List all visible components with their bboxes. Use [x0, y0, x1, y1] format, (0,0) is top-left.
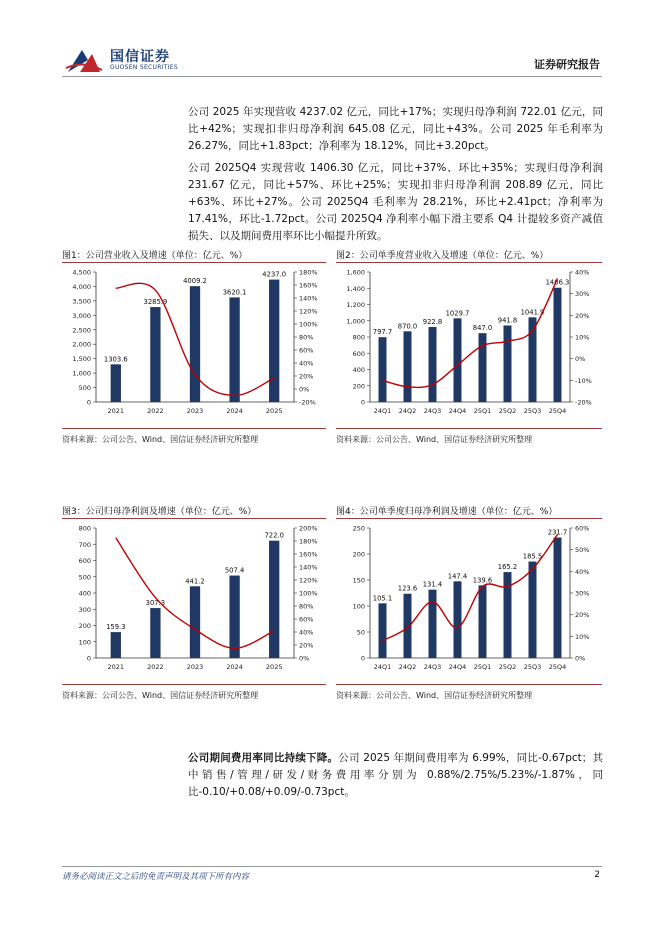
bar — [150, 307, 160, 402]
y-tick-label: 100 — [78, 638, 91, 647]
figure-2-title: 图2：公司单季度营业收入及增速（单位：亿元、%） — [336, 251, 549, 261]
bar-value-label: 4009.2 — [183, 277, 207, 286]
y-tick-label: 1,000 — [346, 317, 365, 326]
y2-tick-label: 10% — [575, 632, 590, 641]
bar-value-label: 441.2 — [185, 577, 205, 586]
paragraph-expense-ratio-heading: 公司期间费用率同比持续下降。 — [188, 752, 339, 764]
y2-tick-label: 140% — [299, 563, 318, 572]
y-tick-label: 800 — [352, 333, 365, 342]
y2-tick-label: 40% — [299, 628, 314, 637]
x-tick-label: 2021 — [107, 663, 125, 671]
x-tick-label: 24Q2 — [398, 663, 417, 671]
bar-value-label: 722.0 — [264, 531, 284, 540]
y2-tick-label: 60% — [299, 615, 314, 624]
y2-tick-label: 20% — [299, 641, 314, 650]
bar-value-label: 139.6 — [472, 576, 493, 585]
y-tick-label: 400 — [78, 589, 91, 598]
y-tick-label: 200 — [78, 622, 91, 630]
y-tick-label: 1,500 — [72, 355, 91, 364]
y-tick-label: 400 — [352, 366, 365, 374]
figure-3-title-rule — [62, 518, 326, 519]
bar-value-label: 147.4 — [447, 572, 468, 581]
footer-disclaimer: 请务必阅读正文之后的免责声明及其项下所有内容 — [62, 872, 250, 882]
figure-1-title: 图1：公司营业收入及增速（单位：亿元、%） — [62, 251, 248, 261]
y2-tick-label: 0% — [575, 654, 586, 663]
figure-1-source: 资料来源：公司公告、Wind、国信证券经济研究所整理 — [62, 435, 259, 444]
company-logo — [64, 44, 194, 78]
y2-tick-label: 200% — [299, 524, 318, 533]
y2-tick-label: 120% — [299, 576, 318, 585]
y2-tick-label: 180% — [299, 268, 318, 277]
y-tick-label: 200 — [352, 550, 365, 559]
y2-tick-label: 20% — [575, 611, 590, 620]
figure-4-title: 图4：公司单季度归母净利润及增速（单位：亿元、%） — [336, 507, 558, 517]
y2-tick-label: -20% — [299, 398, 316, 407]
bar — [429, 590, 437, 658]
y2-tick-label: -10% — [575, 376, 592, 385]
y2-tick-label: 30% — [575, 290, 590, 299]
figure-3-title: 图3：公司归母净利润及增速（单位：亿元、%） — [62, 507, 257, 517]
y-tick-label: 3,000 — [72, 311, 91, 320]
y2-tick-label: 0% — [299, 385, 310, 394]
x-tick-label: 2022 — [147, 663, 164, 671]
y-tick-label: 500 — [78, 384, 91, 393]
bar-value-label: 797.7 — [372, 328, 393, 337]
bar — [111, 364, 121, 402]
bar — [269, 280, 279, 402]
bar-value-label: 307.3 — [145, 599, 166, 608]
y2-tick-label: 0% — [575, 355, 586, 364]
figure-2-chart — [336, 264, 602, 424]
y2-tick-label: 80% — [299, 333, 314, 342]
bar — [229, 297, 239, 402]
x-tick-label: 24Q1 — [373, 407, 392, 415]
x-tick-label: 25Q2 — [498, 407, 517, 415]
logo-mark-icon — [64, 46, 104, 76]
y2-tick-label: 10% — [575, 333, 590, 342]
paragraph-annual-results: 公司 2025 年实现营收 4237.02 亿元，同比+17%；实现归母净利润 722.01 亿元，同比+42%；实现扣非归母净利润 645.08 亿元，同比+43%。公司 2025 年毛利率为 26.27%，同比+1.83pct；净利率为 18.12%，同比+3.20pct。 — [188, 106, 603, 152]
y-tick-label: 100 — [352, 602, 365, 611]
bar — [454, 581, 462, 658]
bar — [479, 333, 487, 402]
figure-2-title-rule — [336, 262, 602, 263]
y2-tick-label: 50% — [575, 546, 590, 555]
figure-4-source: 资料来源：公司公告、Wind、国信证券经济研究所整理 — [336, 691, 533, 700]
y-tick-label: 200 — [352, 382, 365, 391]
y2-tick-label: 40% — [299, 359, 314, 368]
bar-value-label: 1303.6 — [103, 355, 128, 364]
x-tick-label: 25Q3 — [523, 407, 542, 415]
y-tick-label: 1,000 — [72, 369, 91, 378]
y-tick-label: 1,200 — [346, 301, 365, 309]
bar-value-label: 3285.9 — [143, 298, 168, 307]
bar — [190, 286, 200, 402]
y-tick-label: 600 — [352, 349, 365, 358]
bar — [111, 632, 121, 658]
bar-value-label: 1029.7 — [445, 309, 470, 318]
bar — [479, 585, 487, 658]
figure-3-bottom-rule — [62, 684, 326, 685]
header-divider — [62, 76, 602, 77]
logo-text-en: GUOSEN SECURITIES — [110, 64, 179, 71]
y-tick-label: 2,500 — [72, 326, 91, 335]
x-tick-label: 24Q4 — [448, 663, 467, 671]
x-tick-label: 2023 — [186, 663, 204, 671]
logo-text-cn: 国信证券 — [110, 49, 170, 65]
figure-3-chart — [62, 520, 326, 680]
bar — [379, 603, 387, 658]
y2-tick-label: 180% — [299, 537, 318, 546]
y-tick-label: 0 — [86, 654, 91, 663]
paragraph-expense-ratio — [188, 750, 603, 801]
figure-2-bottom-rule — [336, 428, 602, 429]
bar-value-label: 165.2 — [497, 563, 518, 572]
bar-value-label: 941.8 — [497, 316, 518, 325]
x-tick-label: 24Q2 — [398, 407, 417, 415]
bar-value-label: 185.5 — [522, 552, 543, 561]
figure-4-bottom-rule — [336, 684, 602, 685]
x-tick-label: 25Q2 — [498, 663, 517, 671]
bar-value-label: 847.0 — [472, 324, 493, 333]
x-tick-label: 25Q1 — [473, 407, 492, 415]
x-tick-label: 25Q4 — [548, 407, 567, 415]
report-type-label: 证券研究报告 — [534, 58, 600, 71]
bar — [529, 562, 537, 658]
x-tick-label: 2025 — [265, 407, 283, 415]
bar-value-label: 231.7 — [547, 528, 568, 537]
bar — [454, 318, 462, 402]
y-tick-label: 800 — [78, 524, 91, 533]
bar-value-label: 3620.1 — [222, 288, 247, 297]
bar — [429, 327, 437, 402]
y2-tick-label: 40% — [575, 567, 590, 576]
y2-tick-label: 20% — [575, 311, 590, 320]
y2-tick-label: 0% — [299, 654, 310, 663]
bar-value-label: 123.6 — [397, 584, 418, 593]
y-tick-label: 0 — [360, 654, 365, 663]
bar-value-label: 870.0 — [397, 322, 418, 331]
y2-tick-label: 100% — [299, 320, 318, 329]
x-tick-label: 25Q3 — [523, 663, 542, 671]
y2-tick-label: 60% — [299, 346, 314, 355]
y2-tick-label: 160% — [299, 550, 318, 559]
x-tick-label: 2022 — [147, 407, 164, 415]
bar — [150, 608, 160, 658]
y2-tick-label: 60% — [575, 524, 590, 533]
x-tick-label: 2024 — [226, 407, 243, 415]
bar-value-label: 1041.9 — [520, 308, 545, 317]
bar-value-label: 159.3 — [106, 623, 126, 632]
figure-1-chart — [62, 264, 326, 424]
y-tick-label: 600 — [78, 557, 91, 565]
x-tick-label: 24Q3 — [423, 407, 442, 415]
bar — [269, 541, 279, 658]
bar — [229, 576, 239, 658]
y-tick-label: 4,000 — [72, 282, 91, 291]
y-tick-label: 0 — [86, 398, 91, 407]
bar-value-label: 105.1 — [372, 594, 393, 603]
y-tick-label: 500 — [78, 573, 91, 582]
y2-tick-label: 20% — [299, 372, 314, 381]
y2-tick-label: 120% — [299, 307, 318, 316]
x-tick-label: 24Q1 — [373, 663, 392, 671]
page-number: 2 — [594, 870, 600, 880]
figure-1-bottom-rule — [62, 428, 326, 429]
bar — [554, 538, 562, 658]
y-tick-label: 150 — [352, 576, 365, 585]
figure-2-source: 资料来源：公司公告、Wind、国信证券经济研究所整理 — [336, 435, 533, 444]
x-tick-label: 2025 — [265, 663, 283, 671]
x-tick-label: 2023 — [186, 407, 204, 415]
figure-3-source: 资料来源：公司公告、Wind、国信证券经济研究所整理 — [62, 691, 259, 700]
y2-tick-label: 100% — [299, 589, 318, 598]
bar-value-label: 507.4 — [224, 566, 245, 575]
footer-divider — [62, 866, 602, 867]
y-tick-label: 50 — [356, 628, 365, 637]
y2-tick-label: -20% — [575, 398, 592, 407]
y-tick-label: 4,500 — [72, 268, 91, 277]
y2-tick-label: 30% — [575, 589, 590, 598]
paragraph-expense-ratio-body: 公司 2025 年期间费用率为 6.99%，同比-0.67pct；其中销售/管理/研发/财务费用率分别为 0.88%/2.75%/5.23%/-1.87%，同比-0.10/+0.08/+0.09/-0.73pct。 — [188, 752, 603, 798]
x-tick-label: 25Q1 — [473, 663, 492, 671]
x-tick-label: 24Q3 — [423, 663, 442, 671]
figure-1-title-rule — [62, 262, 326, 263]
bar-value-label: 131.4 — [422, 580, 443, 589]
x-tick-label: 25Q4 — [548, 663, 567, 671]
bar — [404, 331, 412, 402]
y2-tick-label: 140% — [299, 294, 318, 303]
bar — [554, 288, 562, 402]
paragraph-q4-results: 公司 2025Q4 实现营收 1406.30 亿元，同比+37%、环比+35%；实现归母净利润 231.67 亿元，同比+57%、环比+25%；实现扣非归母净利润 208.89 亿元，同比+63%、环比+27%。公司 2025Q4 毛利率为 28.21%，环比+2.41pct；净利率为 17.41%，环比-1.72pct。公司 2025Q4 净利率小幅下滑主要系 Q4 计提较多资产减值损失、以及期间费用率环比小幅提升所致。 — [188, 162, 603, 242]
bar-value-label: 922.8 — [422, 318, 443, 327]
y-tick-label: 0 — [360, 398, 365, 407]
figure-4-title-rule — [336, 518, 602, 519]
bar — [190, 586, 200, 658]
bar — [504, 325, 512, 402]
y2-tick-label: 80% — [299, 602, 314, 611]
y-tick-label: 2,000 — [72, 340, 91, 349]
y2-tick-label: 160% — [299, 281, 318, 290]
x-tick-label: 2021 — [107, 407, 125, 415]
y-tick-label: 1,600 — [346, 268, 365, 277]
y-tick-label: 3,500 — [72, 297, 91, 306]
bar-value-label: 1406.3 — [545, 278, 570, 287]
bar-value-label: 4237.0 — [262, 270, 287, 279]
y-tick-label: 700 — [78, 540, 91, 549]
x-tick-label: 24Q4 — [448, 407, 467, 415]
y-tick-label: 300 — [78, 605, 91, 614]
y-tick-label: 250 — [352, 524, 365, 533]
y2-tick-label: 40% — [575, 268, 590, 277]
y-tick-label: 1,400 — [346, 284, 365, 293]
bar — [379, 337, 387, 402]
figure-4-chart — [336, 520, 602, 680]
x-tick-label: 2024 — [226, 663, 243, 671]
